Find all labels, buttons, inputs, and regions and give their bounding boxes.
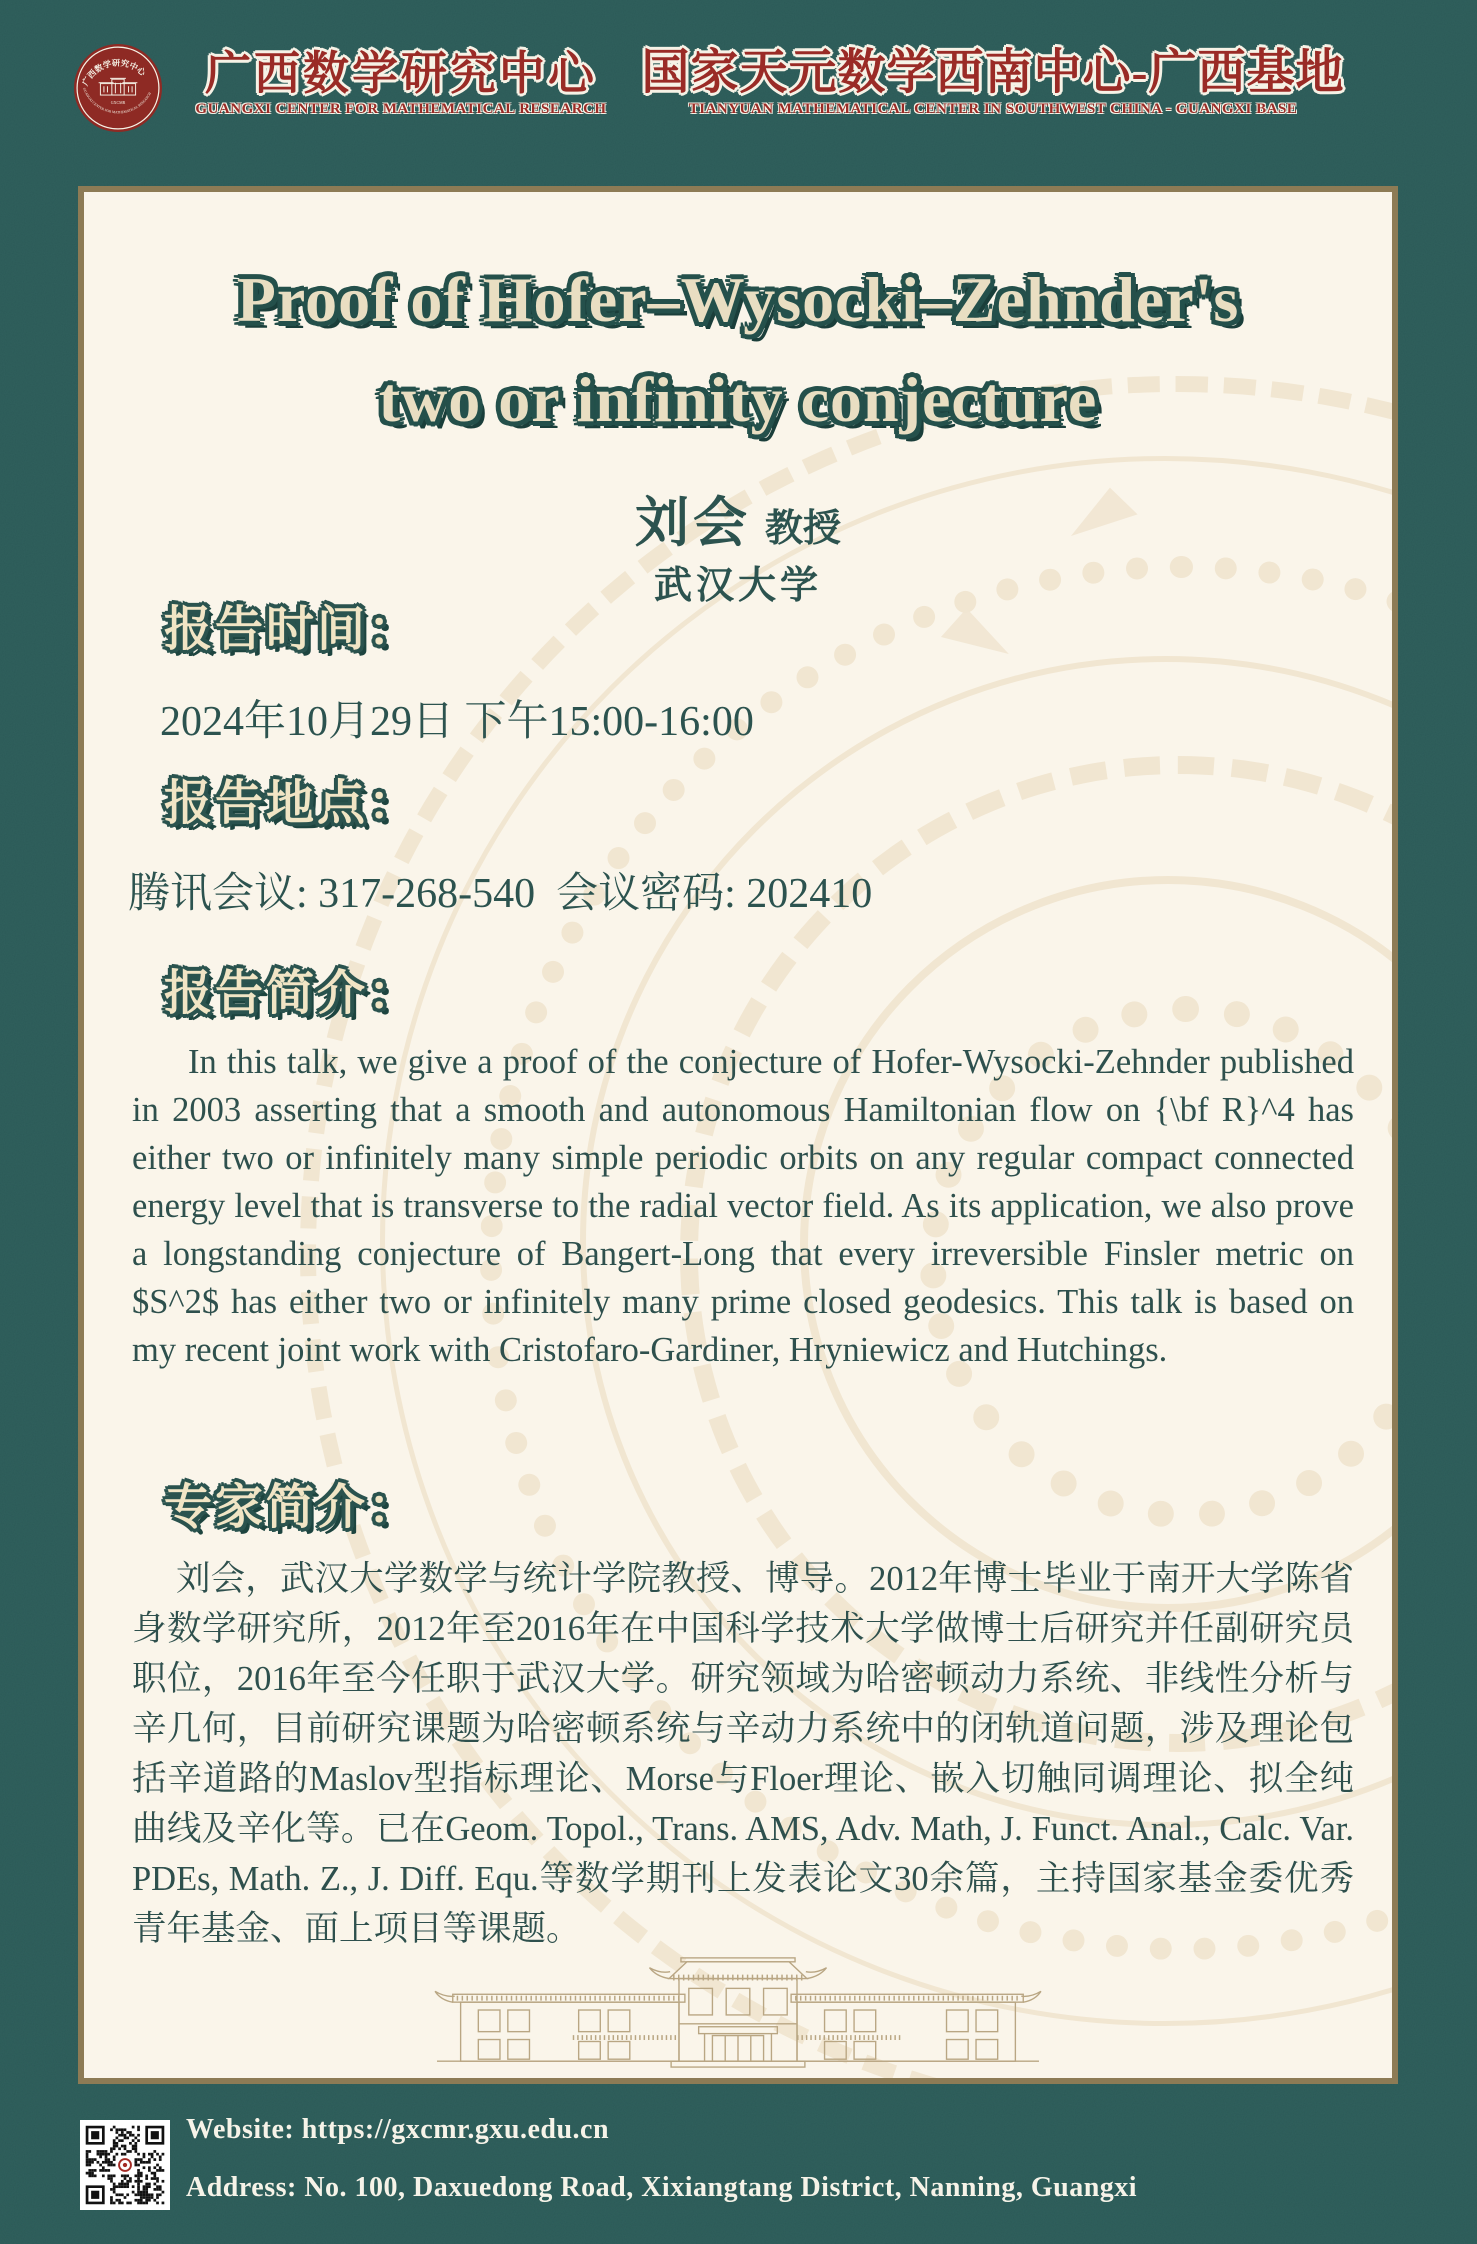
org-title-tianyuan bbox=[628, 48, 1358, 118]
org-title-gxcmr-cn: 广西数学研究中心 bbox=[205, 48, 597, 99]
footer-website: Website: https://gxcmr.gxu.edu.cn bbox=[186, 2114, 610, 2145]
footer-contact bbox=[186, 2114, 1137, 2204]
logo-arc-text-cn: 广西数学研究中心 bbox=[80, 58, 148, 88]
talk-title-line1: Proof of Hofer–Wysocki–Zehnder's bbox=[236, 264, 1240, 335]
abstract-paragraph: In this talk, we give a proof of the conjecture of Hofer-Wysocki-Zehnder published in 2003 asserting that a smooth and autonomous Hamiltonian flow on {\bf R}^4 has either two or infinitely many simple periodic orbits on any regular compact connected energy level that is transverse to the radial vector field. As its application, we also prove a longstanding conjecture of Bangert-Long that every irreversible Finsler metric on $S^2$ has either two or infinitely many prime closed geodesics. This talk is based on my recent joint work with Cristofaro-Gardiner, Hryniewicz and Hutchings. bbox=[132, 1043, 1354, 1369]
speaker-title: 教授 bbox=[764, 508, 841, 550]
logo-arc-text-en: GUANGXI CENTER FOR MATHEMATICAL RESEARCH bbox=[82, 87, 152, 115]
footer-bar bbox=[0, 2078, 1477, 2244]
org-title-gxcmr-en: GUANGXI CENTER FOR MATHEMATICAL RESEARCH bbox=[195, 101, 607, 118]
speaker-row bbox=[84, 480, 1392, 557]
org-title-tianyuan-en: TIANYUAN MATHEMATICAL CENTER IN SOUTHWEST CHINA - GUANGXI BASE bbox=[688, 101, 1298, 118]
center-logo bbox=[74, 44, 162, 132]
section-heading-abstract: 报告简介： bbox=[164, 967, 420, 1020]
footer-address: Address: No. 100, Daxuedong Road, Xixiangtang District, Nanning, Guangxi bbox=[186, 2172, 1138, 2203]
talk-title bbox=[84, 250, 1392, 450]
speaker-affiliation: 武汉大学 bbox=[653, 565, 822, 607]
section-heading-time: 报告时间： bbox=[164, 603, 420, 656]
poster-card bbox=[78, 186, 1398, 2084]
org-title-gxcmr bbox=[186, 50, 616, 118]
bio-paragraph: 刘会，武汉大学数学与统计学院教授、博导。2012年博士毕业于南开大学陈省身数学研究所，2012年至2016年在中国科学技术大学做博士后研究并任副研究员职位，2016年至今任职于武汉大学。研究领域为哈密顿动力系统、非线性分析与辛几何，目前研究课题为哈密顿系统与辛动力系统中的闭轨道问题，涉及理论包括辛道路的Maslov型指标理论、Morse与Floer理论、嵌入切触同调理论、拟全纯曲线及辛化等。已在Geom. Topol., Trans. AMS, Adv. Math, J. Funct. Anal., Calc. Var. PDEs, Math. Z., J. Diff. Equ.等数学期刊上发表论文30余篇，主持国家基金委优秀青年基金、面上项目等课题。 bbox=[132, 1560, 1354, 1948]
header-bar bbox=[0, 0, 1477, 186]
speaker-name: 刘会 bbox=[634, 493, 751, 553]
logo-acronym: GXCMR bbox=[110, 99, 126, 105]
talk-title-line2: two or infinity conjecture bbox=[378, 364, 1098, 435]
time-value: 2024年10月29日 下午15:00-16:00 bbox=[160, 699, 754, 745]
qr-code bbox=[80, 2120, 170, 2210]
building-illustration bbox=[84, 1951, 1392, 2076]
venue-value: 腾讯会议: 317-268-540 会议密码: 202410 bbox=[128, 871, 873, 917]
org-title-tianyuan-cn: 国家天元数学西南中心-广西基地 bbox=[641, 46, 1345, 99]
section-heading-bio: 专家简介： bbox=[164, 1481, 420, 1534]
section-heading-venue: 报告地点： bbox=[164, 777, 420, 830]
